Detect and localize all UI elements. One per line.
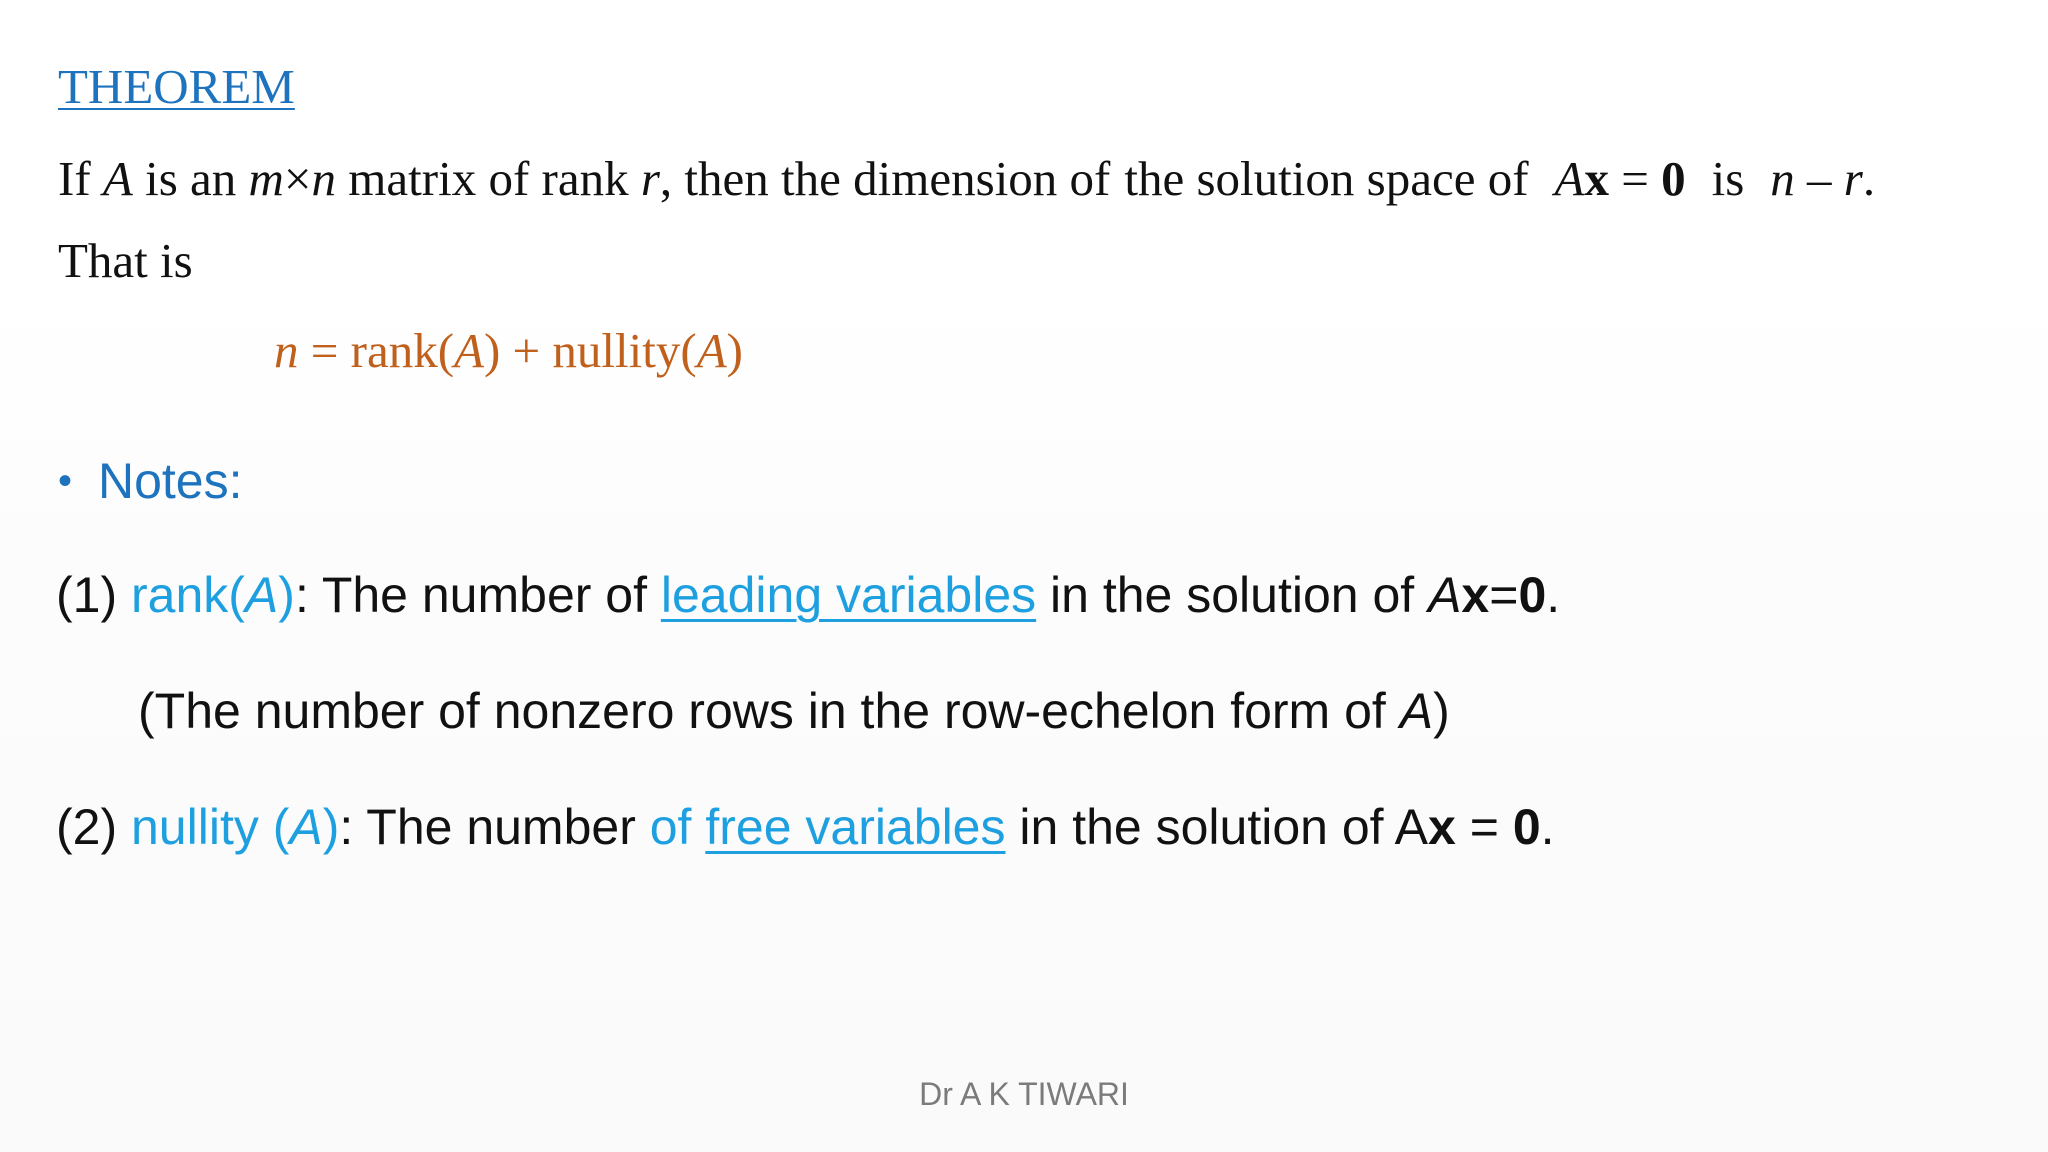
text: ) [278,567,295,623]
var-n: n [311,151,337,206]
text: , then the dimension of [659,151,1111,206]
var-A: A [1399,683,1434,739]
text: : The number of [294,567,661,623]
text: the solution space of [1124,151,1529,206]
text: in the solution of A [1005,799,1429,855]
var-r: r [1843,151,1863,206]
free-variables-link[interactable]: free variables [705,799,1006,855]
item-number: (1) [56,567,131,623]
zero-vector: 0 [1512,799,1541,855]
var-n: n [274,323,299,378]
text: ) [322,799,340,855]
period: . [1546,567,1561,623]
text: matrix of rank [336,151,641,206]
var-A: A [244,567,279,623]
minus: – [1794,151,1844,206]
equals: = [1608,151,1662,206]
vector-x: x [1584,151,1609,206]
var-r: r [640,151,660,206]
period: . [1540,799,1555,855]
equals: = [1489,567,1519,623]
text: ) [726,323,743,378]
period: . [1862,151,1876,206]
text: ) [1433,683,1450,739]
var-n: n [1770,151,1795,206]
text: = rank( [298,323,455,378]
notes-heading [58,452,243,510]
term-rank [131,567,295,623]
var-m: m [248,151,284,206]
vector-x: x [1461,567,1490,623]
zero-vector: 0 [1518,567,1547,623]
text: is an [132,151,249,206]
var-A: A [696,323,727,378]
rank-nullity-formula [274,322,743,379]
text: in the solution of [1036,567,1429,623]
text: rank( [131,567,245,623]
var-A: A [102,151,133,206]
term-nullity [131,799,339,855]
times-symbol: × [283,151,312,206]
var-A: A [454,323,484,378]
note-item-2 [56,798,1555,856]
note-item-1 [56,566,1560,624]
theorem-statement [58,150,1875,207]
item-number: (2) [56,799,131,855]
leading-variables-link[interactable]: leading variables [660,567,1037,623]
bullet-icon: • [58,459,73,503]
notes-label: Notes: [98,453,243,509]
theorem-line2: That is [58,233,193,288]
text: nullity ( [131,799,290,855]
theorem-heading: THEOREM [58,59,295,114]
footer-author: Dr A K TIWARI [919,1076,1129,1112]
text: If [58,151,103,206]
text: of [649,799,706,855]
vector-x: x [1428,799,1456,855]
note-item-1-detail [138,682,1450,740]
var-A: A [1554,151,1585,206]
zero-vector: 0 [1661,151,1686,206]
text: : The number [339,799,650,855]
equals: = [1455,799,1513,855]
text: is [1711,151,1745,206]
var-A: A [1428,567,1462,623]
var-A: A [289,799,323,855]
text: (The number of nonzero rows in the row-echelon form of [138,683,1400,739]
text: ) + nullity( [483,323,697,378]
